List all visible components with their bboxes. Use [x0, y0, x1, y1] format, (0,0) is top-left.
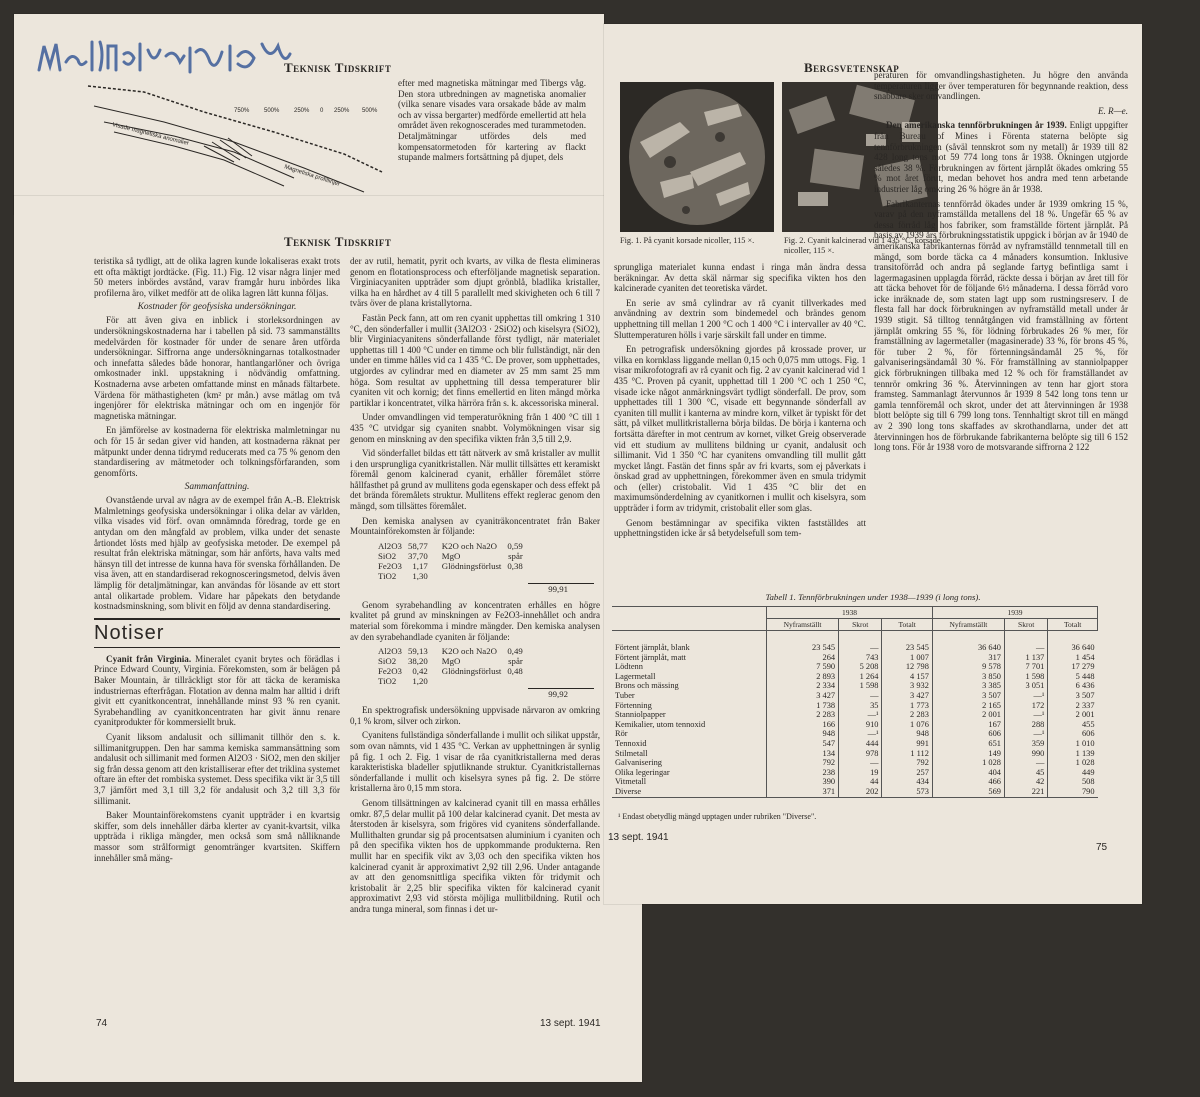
analysis-cell: 0,42 — [412, 666, 428, 677]
map-number-3: 0 — [320, 108, 324, 114]
table-year-1939: 1939 — [932, 607, 1097, 619]
table-cell: 317 — [932, 653, 1004, 663]
table-corner — [612, 607, 767, 631]
table-cell: 23 545 — [767, 631, 839, 653]
tin-consumption-table — [612, 606, 1098, 798]
analysis-cell: K2O och Na2O — [441, 540, 497, 551]
figure-2-caption: Fig. 2. Cyanit kalcinerad vid 1 435 °C, korsade nicoller, 115 ×. — [784, 236, 941, 255]
table-row — [612, 758, 1098, 768]
table-cell: 790 — [1048, 787, 1098, 797]
subheading-summary: Sammanfattning. — [184, 482, 250, 493]
table-cell: 371 — [767, 787, 839, 797]
table-row — [612, 777, 1098, 787]
table-cell: 2 334 — [767, 681, 839, 691]
text-cyanit-intro — [94, 654, 340, 728]
table-cell: 1 773 — [882, 701, 932, 711]
table-cell: 990 — [1004, 749, 1047, 759]
analysis-cell: 1,30 — [412, 570, 428, 581]
table-cell: 36 640 — [1048, 631, 1098, 653]
left-page-sheet — [14, 196, 642, 1082]
table-cell: 288 — [1004, 720, 1047, 730]
right-page-sheet — [604, 24, 1142, 904]
table-cell: 167 — [932, 720, 1004, 730]
table-cell: 3 507 — [1048, 691, 1098, 701]
analysis-cell: 0,38 — [507, 560, 523, 571]
table-cell: 449 — [1048, 768, 1098, 778]
text-temperature: peraturen för omvandlingshastigheten. Ju högre den använda temperaturen ligger över temperaturen för begynnande reaktion, dess snabbare sker omvandlingen. — [874, 70, 1128, 102]
left-page-header: Teknisk Tidskrift — [284, 234, 392, 249]
analysis-cell: 0,59 — [507, 540, 523, 551]
table-row-label: Förtent järnplåt, blank — [615, 643, 690, 652]
text-tin-intro — [874, 120, 1128, 194]
table-row-label: Galvanisering — [615, 758, 662, 768]
table-cell: 948 — [882, 729, 932, 739]
table-row — [612, 787, 1098, 797]
table-row — [612, 749, 1098, 759]
right-column-2 — [874, 70, 1128, 582]
left-column-1 — [94, 256, 340, 1046]
map-number-1: 500% — [264, 108, 280, 114]
analysis-table-1 — [378, 541, 529, 581]
table-cell: 5 448 — [1048, 672, 1098, 682]
text-petrographic: En petrografisk undersökning gjordes på krossade prover, ur vilka en kornklass liggande mellan 0,15 och 0,075 mm uttogs. Fig. 1 visar mikrofotografi av rå cyanit och fig. 2 av cyanit kalcinerad vid 1 435 °C. Proven på cyanit, upphettad till 1 200 °C och 1 250 °C, visade icke något anmärkningsvärt tydligt sönderfall. De prov, som upphettades till 1 300 °C, visade ett begynnande sönderfall av cyaniten till mullit i kanterna av mindre korn, vilket är typiskt för det sätt, på vilket mullitkristallerna börja bildas. De börja i kanterna och fortsätta därefter in mot centrum av kornet, vilket Greig observerade vid ett studium av mullitens bildning ur cyanit, andalusit och sillimanit. Vid 1 350 °C har cyanitens omvandling till mullit gått mycket långt. Fastän det finns spår av fri kvarts, som ej påverkats i önskad grad av upphettningen, förekommer även en smula tridymit och (eller) cristobalit. Vid 1 435 °C blir det en maximumsönderdelning av cyanitkornen i mullit och kiselsyra, som uppträder i form av tridymit, cristobalit eller som glas. — [614, 344, 866, 514]
text-decomposition: Cyanitens fullständiga sönderfallande i mullit och silikat uppstår, som ovan nämnts, vid 1 435 °C. Verkan av upphettningen är synlig på fig. 1 och 2. Fig. 1 visar de råa cyanitkristallerna med deras karakteristiska bladeller spjutliknande struktur. Cyanitkristallernas sönderfallande i mullit och kiselsyra synes på fig. 2. De större kristallerna äro 0,15 mm stora. — [350, 730, 600, 794]
analysis-cell: TiO2 — [378, 676, 397, 687]
table-cell: 36 640 — [932, 631, 1004, 653]
table-cell: 1 139 — [1048, 749, 1098, 759]
table-cell: 2 893 — [767, 672, 839, 682]
notice-title-tin: Den amerikanska tennförbrukningen år 1939. — [886, 120, 1067, 131]
text-calcined: Genom tillsättningen av kalcinerad cyanit till en massa erhålles omkr. 87,5 delar mullit på 100 delar kalcinerad cyanit. Det mesta av återstoden är kiselsyra, som frigöres vid cyanitens sönderfallande. Mullithalten grundar sig på procentsatsen aluminium i cyaniten och på den specifika vikten hos de uppkommande produkterna. Ren mullit har en specifik vikt av 3,03 och den specifika vikten hos kalcinerad cyanit är approximativt 2,92 till 2,96. Under antagande av att den genomsnittliga specifika vikten för tridymit och kristobalit är 2,25 blir specifika vikten för kalcinerad cyanit approximativt 2,93 vid största möjliga mullitbildning. Rutil och andra tunga mineral, som finnas i det ur- — [350, 797, 600, 914]
table-column-header: Totalt — [1048, 619, 1098, 631]
table-footnote: ¹ Endast obetydlig mängd upptagen under rubriken "Diverse". — [618, 812, 817, 821]
table-cell: 2 283 — [767, 710, 839, 720]
analysis-cell: Fe2O3 — [378, 666, 402, 677]
table-row — [612, 720, 1098, 730]
table-row — [612, 631, 1098, 653]
analysis-row — [378, 551, 529, 561]
table-row-label: Lagermetall — [615, 671, 656, 681]
analysis-cell: 0,48 — [507, 666, 523, 677]
analysis-cell — [434, 676, 508, 686]
handwriting-icon — [34, 32, 294, 77]
table-cell: 569 — [932, 787, 1004, 797]
table-cell: 7 590 — [767, 662, 839, 672]
table-cell: 1 137 — [1004, 653, 1047, 663]
top-page-header: Teknisk Tidskrift — [284, 60, 392, 75]
table-cell: 9 578 — [932, 662, 1004, 672]
analysis-row — [378, 541, 529, 551]
analysis-cell: spår — [508, 550, 523, 561]
table-title: Tabell 1. Tennförbrukningen under 1938—1939 (i long tons). — [765, 592, 981, 602]
analysis-row — [378, 676, 529, 686]
table-cell: 1 007 — [882, 653, 932, 663]
table-cell: 978 — [839, 749, 882, 759]
table-cell: 3 385 — [932, 681, 1004, 691]
map-number-5: 500% — [362, 108, 378, 114]
table-row-label: Vitmetall — [615, 777, 647, 787]
analysis-cell: Glödningsförlust — [441, 560, 502, 571]
table-cell: 2 001 — [1048, 710, 1098, 720]
text-transformation: Under omvandlingen vid temperaturökning från 1 400 °C till 1 435 °C utvidgar sig cyaniten snabbt. Volymökningen visar sig genom en minskning av den specifika vikten från 3,5 till 2,9. — [350, 412, 600, 444]
analysis-cell: SiO2 — [378, 550, 397, 561]
table-cell: 792 — [767, 758, 839, 768]
table-cell: 444 — [839, 739, 882, 749]
table-row-label: Kemikalier, utom tennoxid — [615, 719, 706, 729]
table-cell: 149 — [932, 749, 1004, 759]
text-baker-mountain: Baker Mountainförekomstens cyanit uppträder i en kvartsig skiffer, som dels innehåller därba klerter av cyanit-kvartsit, vilka uppträda i rikliga mängder, men också som små nålliknande massor som strålformigt genomtränger kvartsiten. Skiffern innehåller små mäng- — [94, 810, 340, 863]
table-cell: —¹ — [1004, 691, 1047, 701]
analysis-cell: Al2O3 — [378, 540, 402, 551]
text-determination: Genom bestämningar av specifika vikten fastställdes att upphettningstiden icke är så betydelsefull som tem- — [614, 517, 866, 539]
analysis-cell — [507, 571, 528, 581]
table-cell: 434 — [882, 777, 932, 787]
table-cell: 134 — [767, 749, 839, 759]
table-cell: 1 454 — [1048, 653, 1098, 663]
top-page-text: efter med magnetiska mätningar med Tibergs våg. Den stora utbredningen av magnetiska anomalier (vilka senare visades vara orsakade både av malm och av vissa bergarter) medförde emellertid att hela området även rekognoscerades med turammetoden. Detaljmätningar utfördes dels med kompensatormetoden för kartering av flackt stupande malmers fortsättning på djupet, dels — [398, 78, 586, 163]
table-cell: 455 — [1048, 720, 1098, 730]
notice-title-cyanit: Cyanit från Virginia. — [106, 653, 192, 664]
right-page-date: 13 sept. 1941 — [608, 832, 669, 843]
table-row — [612, 681, 1098, 691]
table-cell: 5 208 — [839, 662, 882, 672]
notice-text-tin: Enligt uppgifter från Bureau of Mines i Förenta staterna belöpte sig tennförbrukningen (såväl tennskrot som ny metall) år 1939 till 82 428 long tons mot 59 774 long tons år 1938. Ökningen utgjorde således 38 %. Förbrukningen av förtent järnplåt ökades omkring 55 % mot året förut, medan behovet hos andra med tenn arbetande industrier låg omkring 26 % högre än år 1938. — [874, 120, 1128, 194]
table-cell: 257 — [882, 768, 932, 778]
table-cell: 202 — [839, 787, 882, 797]
analysis-cell: 59,13 — [407, 646, 428, 657]
analysis-cell: MgO — [441, 550, 461, 561]
table-cell: 2 165 — [932, 701, 1004, 711]
table-cell: 264 — [767, 653, 839, 663]
analysis-cell: Fe2O3 — [378, 560, 402, 571]
analysis-row — [378, 646, 529, 656]
table-cell: 1 264 — [839, 672, 882, 682]
map-number-2: 250% — [294, 108, 310, 114]
table-cell: 910 — [839, 720, 882, 730]
analysis-1-total: 99,91 — [528, 583, 594, 594]
table-year-1938: 1938 — [767, 607, 933, 619]
left-column-2 — [350, 256, 600, 1046]
handwritten-annotation — [34, 32, 294, 77]
table-row — [612, 662, 1098, 672]
right-page-header: Bergsvetenskap — [804, 60, 900, 75]
table-cell: —¹ — [839, 710, 882, 720]
map-label-1: Visade magnetiska anomalier — [111, 122, 190, 147]
right-page-number: 75 — [1096, 842, 1108, 853]
table-cell: 6 436 — [1048, 681, 1098, 691]
table-cell: —¹ — [839, 729, 882, 739]
top-page-column — [398, 78, 586, 212]
table-cell: 651 — [932, 739, 1004, 749]
table-cell: 45 — [1004, 768, 1047, 778]
table-cell: 3 932 — [882, 681, 932, 691]
figure-1-photo — [620, 82, 774, 232]
analysis-row — [378, 571, 529, 581]
table-cell: 1 028 — [932, 758, 1004, 768]
table-cell: 44 — [839, 777, 882, 787]
table-row-label: Förtenning — [615, 700, 652, 710]
analysis-2-total: 99,92 — [528, 688, 594, 699]
analysis-cell: 58,77 — [407, 540, 428, 551]
table-cell: 390 — [767, 777, 839, 787]
table-cell: 359 — [1004, 739, 1047, 749]
table-cell: 948 — [767, 729, 839, 739]
table-cell: 7 701 — [1004, 662, 1047, 672]
analysis-cell: spår — [508, 656, 523, 667]
table-cell: —¹ — [1004, 710, 1047, 720]
table-row — [612, 710, 1098, 720]
table-cell: 743 — [839, 653, 882, 663]
table-column-header: Totalt — [882, 619, 932, 631]
analysis-table-2 — [378, 646, 529, 686]
table-cell: 2 337 — [1048, 701, 1098, 711]
table-cell: 1 028 — [1048, 758, 1098, 768]
table-cell: 3 507 — [932, 691, 1004, 701]
table-cell: 466 — [932, 777, 1004, 787]
analysis-row — [378, 656, 529, 666]
analysis-cell: Glödningsförlust — [441, 666, 502, 677]
text-analysis-intro: Den kemiska analysen av cyaniträkoncentratet från Baker Mountainförekomsten är följande: — [350, 515, 600, 537]
table-cell: 1 112 — [882, 749, 932, 759]
table-row-label: Olika legeringar — [615, 767, 670, 777]
analysis-cell: 1,17 — [412, 560, 428, 571]
analysis-cell: 0,49 — [507, 646, 523, 657]
table-column-header: Skrot — [839, 619, 882, 631]
text-sillimanite: Cyanit liksom andalusit och sillimanit tillhör den s. k. sillimanitgruppen. Den har samma kemiska sammansättning som andalusit och sillimanit med formen Al2O3 · SiO2, men den skiljer sig från dessa genom att den kristalliserar efter det triklina systemet oftare än efter det rombiska systemet. Dess specifika vikt är 3,5 till 3,7 jämfört med 3,1 till 3,2 för andalusit och 3,2 till 3,3 för sillimanit. — [94, 731, 340, 806]
analysis-cell — [434, 571, 508, 581]
table-cell: 606 — [1048, 729, 1098, 739]
table-row-label: Förtent järnplåt, matt — [615, 652, 686, 662]
table-cell: 1 598 — [1004, 672, 1047, 682]
left-page-number: 74 — [96, 1018, 108, 1029]
analysis-cell: SiO2 — [378, 656, 397, 667]
notiser-heading — [94, 618, 340, 648]
magnetic-profile-map — [84, 82, 384, 214]
text-acid-treatment: Genom syrabehandling av koncentraten erhålles en högre kvalitet på grund av minskningen av Fe2O3-innehållet och andra material som förekomma i mindre mängder. Den kemiska analysen av den syrabehandlade cyaniten är följande: — [350, 599, 600, 642]
table-cell: 1 598 — [839, 681, 882, 691]
map-number-4: 250% — [334, 108, 350, 114]
table-cell: 3 427 — [882, 691, 932, 701]
table-cell: 1 076 — [882, 720, 932, 730]
figure-1-caption: Fig. 1. På cyanit korsade nicoller, 115 ×. — [620, 236, 755, 245]
table-cell: 792 — [882, 758, 932, 768]
table-column-header: Nyframställt — [767, 619, 839, 631]
analysis-cell: MgO — [441, 656, 461, 667]
table-row-label: Stilmetall — [615, 748, 648, 758]
author-signature: E. R—e. — [1097, 105, 1128, 116]
table-cell: — — [839, 691, 882, 701]
table-row-label: Lödtenn — [615, 662, 643, 672]
text-spectrograph: En spektrografisk undersökning uppvisade närvaron av omkring 0,1 % krom, silver och zirkon. — [350, 705, 600, 726]
table-row-label: Brons och mässing — [615, 681, 679, 691]
table-cell: 221 — [1004, 787, 1047, 797]
right-column-1 — [614, 262, 866, 582]
text-tin-stocks: Fabrikanternas tennförråd ökades under år 1939 omkring 15 %, varav på den nyframställda metallens del 18 %. Ungefär 65 % av dessa förråd låg hos fabriker, som framställde förtent järnplåt. På basis av 1939 års förbrukningsstatistik uppgick i början av år 1940 de amerikanska fabrikanternas förråd av nyframställd tennmetall till en mängd, som borde täcka ca 4 månaders konsumtion. Inklusive transitoförråd och andra på seglande fartyg befintliga samt i lagermagasinen upplagda förråd, räckte dessa i början av året till för att täcka behovet för de följande 6½ månaderna. I dessa förråd voro icke inräknade de, som staten lagt upp som rustningsreserv. I de flesta fall har dock förbrukningen av nyframställd metall under år 1939 stigit. Så tilltog tennåtgången vid framställning av förtent järnplåt omkring 55 %, för lödning förbrukades 26 % mer, för framställning av lagermetaller (magasinerade) 33 %, för brons 45 %, för tuber 2 %, för förtenningsändamål 25 %, för galvaniseringsändamål 30 %. För framställning av stanniolpapper gick förbrukningen tillbaka med 12 % och för framställandet av tennrör omkring 36 %. Återvinningen av tenn har gjort stora framsteg. Sammanlagt återvunnos år 1939 8 542 long tons tenn ur gamla tennföremål och skrot, under det att återvinningen år 1938 blott belöpte sig till 6 799 long tons. Tennhaltigt skrot till en mängd av 2 390 long tons skaffades av skrothandlarna, under det att återvinningen hos de förbrukande fabrikanterna belöpte sig till 6 152 long tons. För år 1938 voro de motsvarande siffrorna 2 122 — [874, 198, 1128, 453]
text-costs: För att även giva en inblick i storleksordningen av undersökningskostnaderna har i tabellen på sid. 73 sammanställts medelvärden för kostnader för under de senare åren utförda undersökningar. Siffrorna ange undersökningarnas totalkostnader och innefatta således både honorar, hantlangarlöner och övriga omkostnader inkl. uppstakning i nödvändig omfattning. Kostnaderna avse arbeten omfattande minst en månads fältarbete. Värdena för mäthastigheten (km² pr mån.) avse mätlag om två ingenjörer för elektriska mätningar och om en ingenjör för magnetiska mätningar. — [94, 315, 340, 421]
table-row-label: Tennoxid — [615, 738, 647, 748]
analysis-cell: 1,20 — [412, 676, 428, 687]
table-cell: — — [1004, 758, 1047, 768]
map-number-0: 750% — [234, 108, 250, 114]
table-cell: 35 — [839, 701, 882, 711]
table-cell: 42 — [1004, 777, 1047, 787]
table-row-label: Diverse — [615, 786, 642, 796]
table-cell: 4 157 — [882, 672, 932, 682]
table-row-label: Stanniolpapper — [615, 710, 666, 720]
table-cell: 12 798 — [882, 662, 932, 672]
table-cell: 2 283 — [882, 710, 932, 720]
table-row — [612, 768, 1098, 778]
analysis-row — [378, 666, 529, 676]
top-page-sheet — [14, 14, 604, 214]
table-cell: 1 738 — [767, 701, 839, 711]
table-row — [612, 701, 1098, 711]
text-peck: Fastän Peck fann, att om ren cyanit upphettas till omkring 1 310 °C, den sönderfaller i mullit (3Al2O3 · 2SiO2) och kiselsyra (SiO2), blir Virginiacyanitens sönderfallande först tydligt, när materialet upphettas till 1 400 °C under en timme och blir fullständigt, när den under en timme hålles vid ca 1 435 °C. De prover, som upphettades, utgjordes av cylindrar med en diameter av 25 mm samt 25 mm höga. Som resultat av upphettning till dessa temperaturer blir cyaniten vit och kornig; det finns emellertid en liten mängd mörka partiklar i koncentratet, vilka härröra från s. k. akcessoriska mineral. — [350, 312, 600, 408]
left-page-date: 13 sept. 1941 — [540, 1018, 601, 1029]
table-cell: 547 — [767, 739, 839, 749]
table-cell: 1 010 — [1048, 739, 1098, 749]
table-cell: —¹ — [1004, 729, 1047, 739]
table-cell: 3 850 — [932, 672, 1004, 682]
table-row — [612, 691, 1098, 701]
table-row — [612, 653, 1098, 663]
table-cell: 23 545 — [882, 631, 932, 653]
table-row-label: Rör — [615, 729, 628, 739]
text-mullite: Vid sönderfallet bildas ett tätt nätverk av små kristaller av mullit i den ursprungliga cyanitkristallen. När mullit tillsättes ett keramiskt föremål genom kalcinerad cyanit, erhåller föremålet större hållfasthet på grund av mullitens goda egenskaper och dess effekt på det brända föremålets struktur. Mullitens effekt reglerас genom den mängd, som tillsättes föremålet. — [350, 448, 600, 512]
table-cell: 19 — [839, 768, 882, 778]
table-column-header: Skrot — [1004, 619, 1047, 631]
table-cell: 404 — [932, 768, 1004, 778]
subheading-costs: Kostnader för geofysiska undersökningar. — [137, 302, 297, 313]
notice-text-cyanit: Mineralet cyanit brytes och förädlas i Prince Edward County, Virginia. Förekomsten, som är belägen på Baker Mountain, är tillräckligt stor för att täcka de keramiska industriernas efterfrågan. Flotation av denna malm har alltid i drift givit ett cyanitkoncentrat, innehållande minst 93 % ren cyanit. Syrabehandling av cyanitkoncentraten har givit ännu renare cyanitprodukter för kommersiellt bruk. — [94, 653, 340, 728]
text-rutil: der av rutil, hematit, pyrit och kvarts, av vilka de flesta elimineras genom en flotationsprocess och efterföljande magnetisk separation. Virginiacyaniten uppträder som djupt grönblå, bladlika kristaller, vilka ha en hårdhet av 4 till 5 parallellt med skivigheten och 6 till 7 tvärs över de plana kristallytorna. — [350, 256, 600, 309]
table-cell: 3 051 — [1004, 681, 1047, 691]
table-cell: 166 — [767, 720, 839, 730]
text-summary: Ovanstående urval av några av de exempel från A.-B. Elektrisk Malmletnings geofysiska undersökningar i olika delar av världen, vilka visades vid förf. ovan omnämnda föredrag, torde ge en antydan om den mångfald av problem, vilka under det senaste årtiondet lösts med hjälp av geofysiska metoder. De exempel på resultat från elektriska mätningar, som här anförts, hava valts med hänsyn till det intresse de kunna hava för svenska förhållanden. De visa även, att en standardiserad rekognosceringsmetod, delvis även lämplig för detaljmätningar, kan användas för lösande av ett stort antal olikartade problem. Vidare har påpekats den betydande kostnadsminskning, som blivit en följd av denna standardisering. — [94, 495, 340, 612]
table-cell: 238 — [767, 768, 839, 778]
analysis-cell — [507, 676, 528, 686]
table-row-label: Tuber — [615, 690, 635, 700]
table-cell: 17 279 — [1048, 662, 1098, 672]
table-cell: 573 — [882, 787, 932, 797]
text-cylinders: En serie av små cylindrar av rå cyanit tillverkades med användning av dextrin som bindemedel och brändes genom upphettning till mellan 1 200 °C och 1 400 °C i intervaller av 40 °C. Sluttemperaturen hölls i varje särskilt fall under en timme. — [614, 297, 866, 340]
text-specific-weight: sprungliga materialet kunna endast i ringa mån ändra dessa beräkningar. Av detta skäl närmar sig specifika vikten hos den kalcinerade cyaniten det teoretiska värdet. — [614, 262, 866, 294]
table-cell: 606 — [932, 729, 1004, 739]
analysis-cell: TiO2 — [378, 570, 397, 581]
text-comparison: En jämförelse av kostnaderna för elektriska malmletningar nu och för 15 år sedan giver vid handen, att kostnaderna räknat per mätpunkt under denna tidrymd reducerats med ca 75 % genom den standardisering av mätmetoder och tolkningsförfaranden, som genomförts. — [94, 425, 340, 478]
analysis-cell: 37,70 — [407, 550, 428, 561]
table-cell: 2 001 — [932, 710, 1004, 720]
table-row — [612, 729, 1098, 739]
table-cell: 991 — [882, 739, 932, 749]
analysis-row — [378, 561, 529, 571]
table-row — [612, 672, 1098, 682]
table-cell: 3 427 — [767, 691, 839, 701]
notiser-title: Notiser — [94, 621, 165, 644]
text-profiles: teristika så tydligt, att de olika lagren kunde lokaliseras exakt trots ett ofta mäktigt jordtäcke. (Fig. 11.) Fig. 12 visar några linjer med 50 meters inbördes avstånd, varav framgår huru inbördes lika profilerna äro, vilket medför att de olika lagren lätt kunna följas. — [94, 256, 340, 298]
analysis-cell: K2O och Na2O — [441, 646, 497, 657]
table-cell: — — [839, 758, 882, 768]
table-column-header: Nyframställt — [932, 619, 1004, 631]
map-label-0: Magnetiska profillinjer — [283, 164, 341, 188]
table-cell: 508 — [1048, 777, 1098, 787]
table-row — [612, 739, 1098, 749]
analysis-cell: Al2O3 — [378, 646, 402, 657]
table-cell: — — [839, 631, 882, 653]
table-cell: 172 — [1004, 701, 1047, 711]
table-cell: — — [1004, 631, 1047, 653]
analysis-cell: 38,20 — [407, 656, 428, 667]
